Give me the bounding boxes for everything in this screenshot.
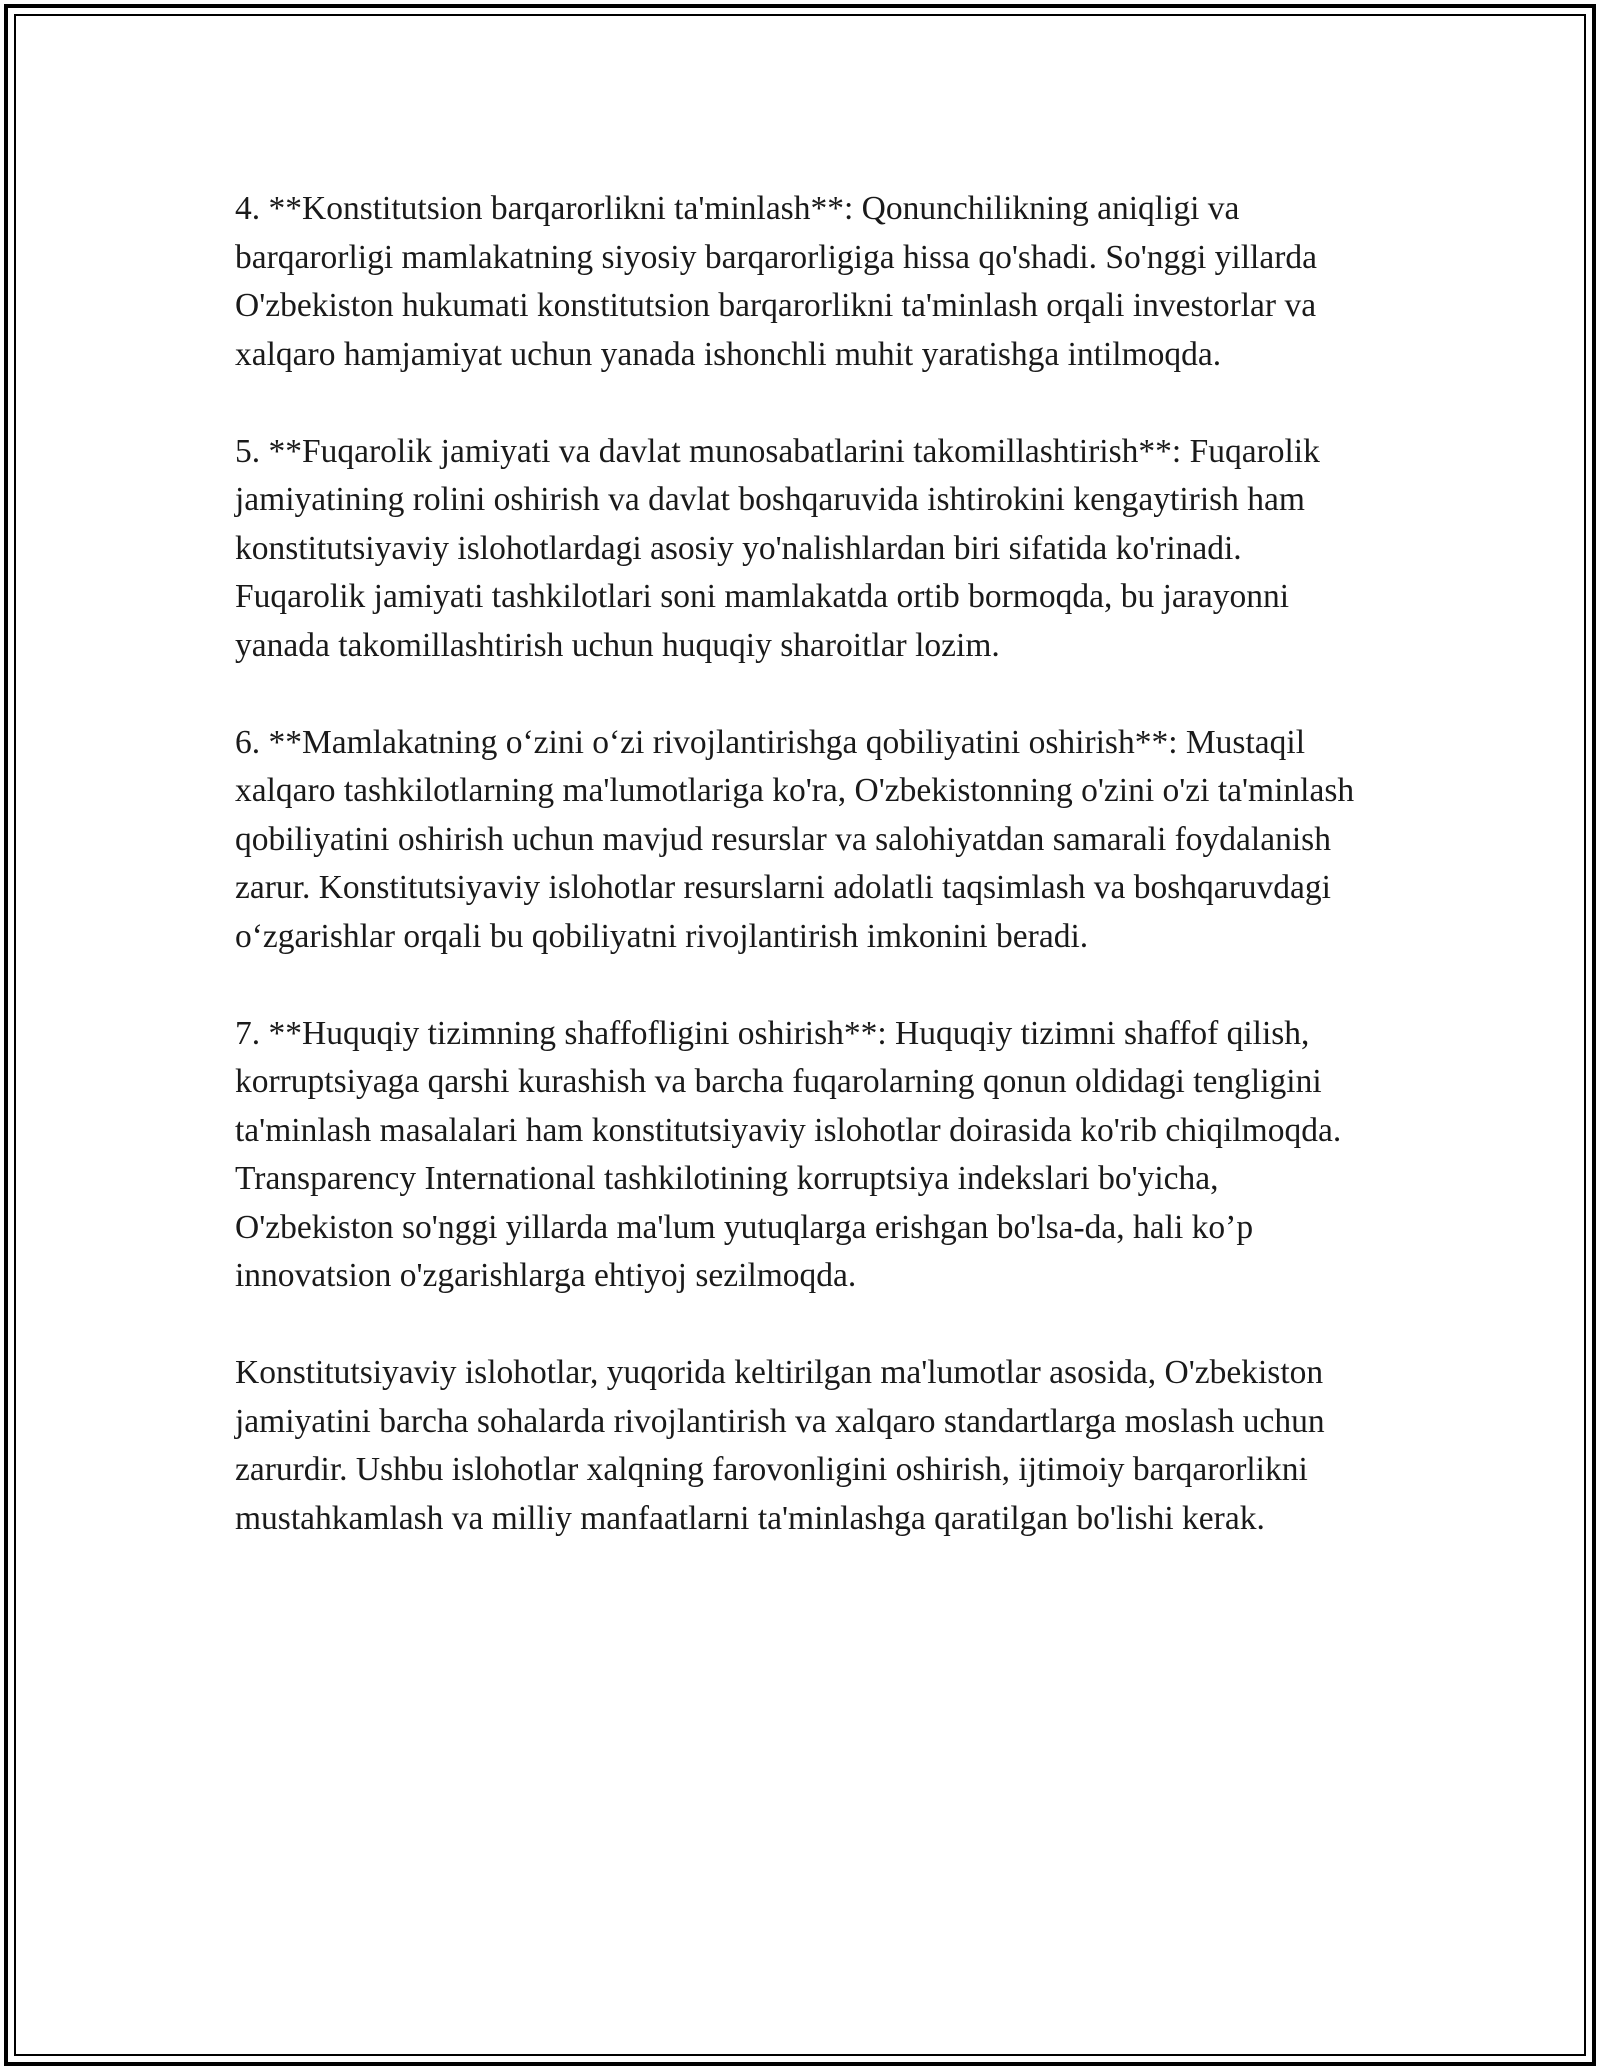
document-body <box>235 185 1365 1592</box>
paragraph-conclusion: Konstitutsiyaviy islohotlar, yuqorida keltirilgan ma'lumotlar asosida, O'zbekiston jamiyatini barcha sohalarda rivojlantirish va xalqaro standartlarga moslash uchun zarurdir. Ushbu islohotlar xalqning farovonligini oshirish, ijtimoiy barqarorlikni mustahkamlash va milliy manfaatlarni ta'minlashga qaratilgan bo'lishi kerak. <box>235 1354 1325 1537</box>
paragraph-item-6: 6. **Mamlakatning o‘zini o‘zi rivojlantirishga qobiliyatini oshirish**: Mustaqil xalqaro tashkilotlarning ma'lumotlariga ko'ra, O'zbekistonning o'zini o'zi ta'minlash qobiliyatini oshirish uchun mavjud resurslar va salohiyatdan samarali foydalanish zarur. Konstitutsiyaviy islohotlar resurslarni adolatli taqsimlash va boshqaruvdagi o‘zgarishlar orqali bu qobiliyatni rivojlantirish imkonini beradi. <box>235 723 1355 955</box>
paragraph-item-7: 7. **Huquqiy tizimning shaffofligini oshirish**: Huquqiy tizimni shaffof qilish, korruptsiyaga qarshi kurashish va barcha fuqarolarning qonun oldidagi tengligini ta'minlash masalalari ham konstitutsiyaviy islohotlar doirasida ko'rib chiqilmoqda. Transparency International tashkilotining korruptsiya indekslari bo'yicha, O'zbekiston so'nggi yillarda ma'lum yutuqlarga erishgan bo'lsa-da, hali ko’p innovatsion o'zgarishlarga ehtiyoj sezilmoqda. <box>235 1014 1342 1294</box>
paragraph-item-4: 4. **Konstitutsion barqarorlikni ta'minlash**: Qonunchilikning aniqligi va barqarorligi mamlakatning siyosiy barqarorligiga hissa qo'shadi. So'nggi yillarda O'zbekiston hukumati konstitutsion barqarorlikni ta'minlash orqali investorlar va xalqaro hamjamiyat uchun yanada ishonchli muhit yaratishga intilmoqda. <box>235 190 1317 373</box>
paragraph-item-5: 5. **Fuqarolik jamiyati va davlat munosabatlarini takomillashtirish**: Fuqarolik jamiyatining rolini oshirish va davlat boshqaruvida ishtirokini kengaytirish ham konstitutsiyaviy islohotlardagi asosiy yo'nalishlardan biri sifatida ko'rinadi. Fuqarolik jamiyati tashkilotlari soni mamlakatda ortib bormoqda, bu jarayonni yanada takomillashtirish uchun huquqiy sharoitlar lozim. <box>235 432 1320 664</box>
